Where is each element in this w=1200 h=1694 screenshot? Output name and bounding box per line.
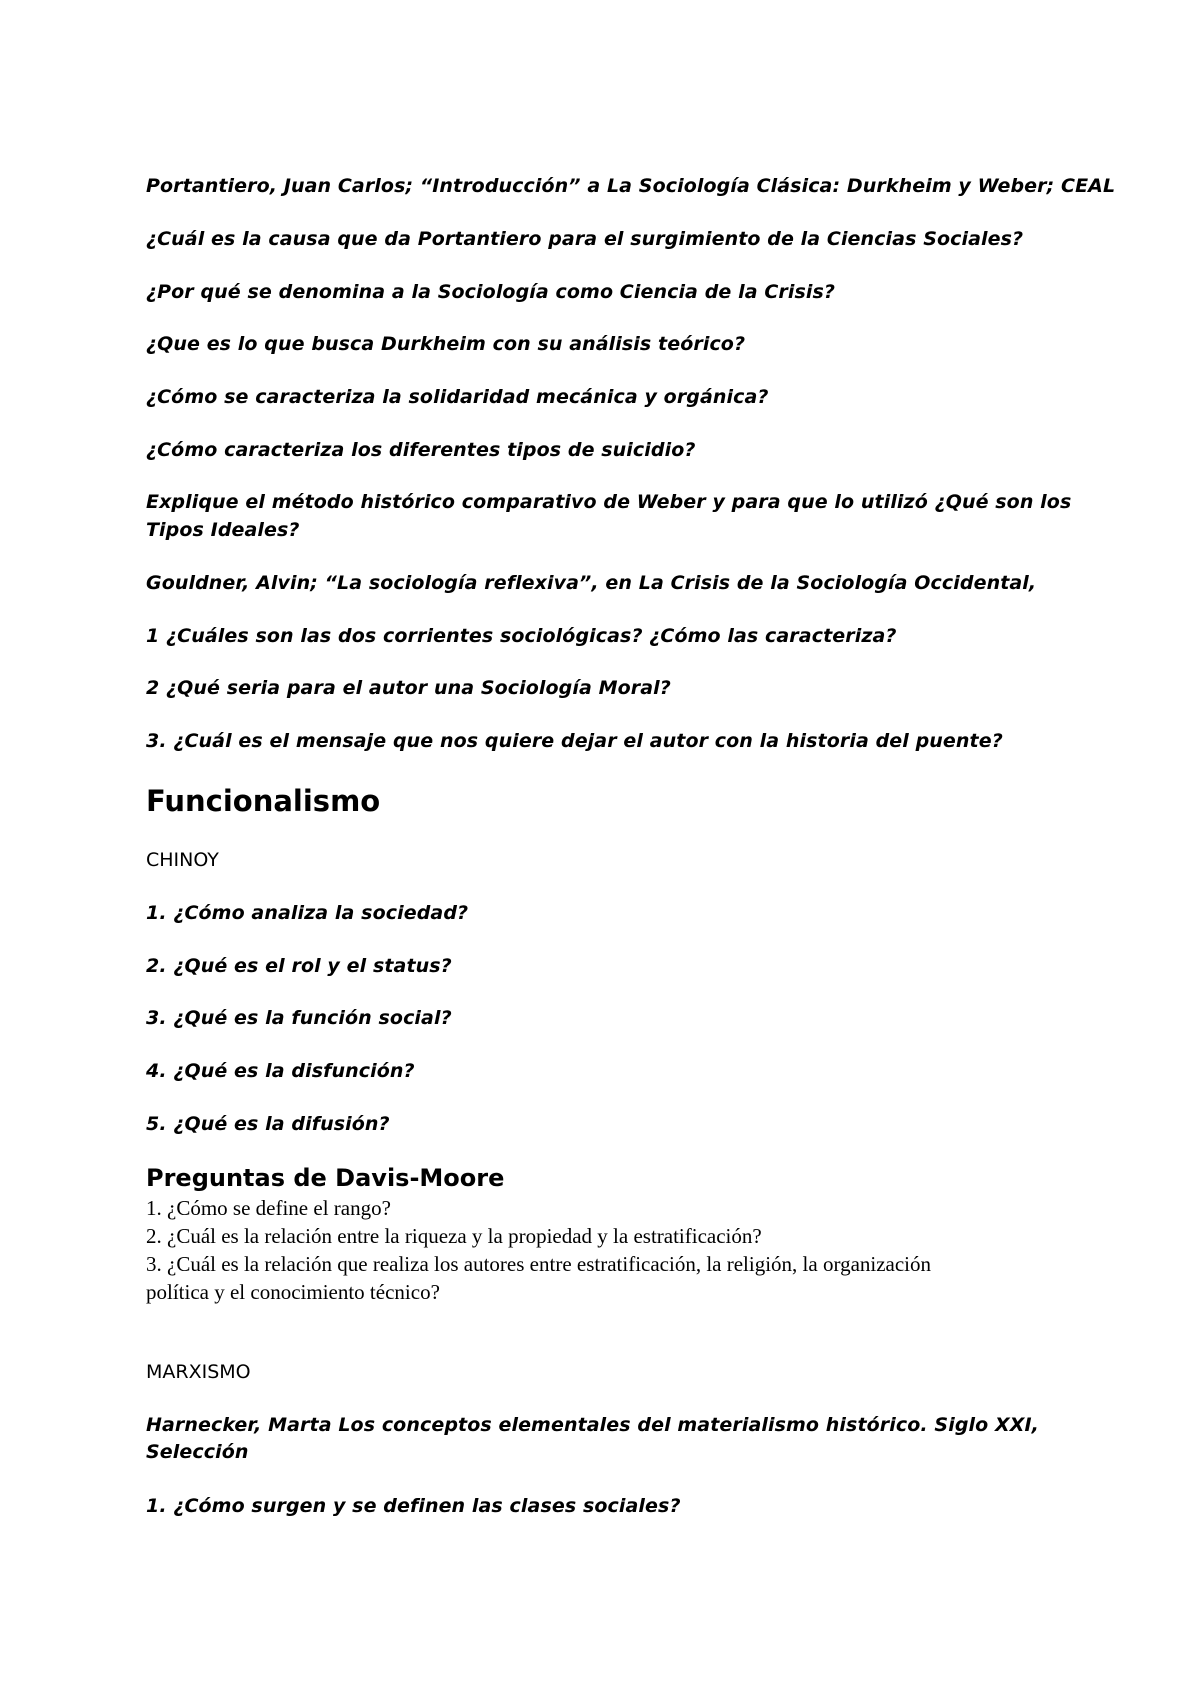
- question-line: Tipos Ideales?: [146, 519, 300, 541]
- list-item: 5. ¿Qué es la difusión?: [146, 1113, 390, 1135]
- reference-harnecker: Harnecker, Marta Los conceptos elementales del materialismo histórico. Siglo XXI,: [146, 1414, 1039, 1436]
- reference-gouldner: Gouldner, Alvin; “La sociología reflexiva”, en La Crisis de la Sociología Occidental,: [146, 572, 1037, 594]
- section-heading-marxismo: MARXISMO: [146, 1361, 251, 1383]
- list-item: 2. ¿Qué es el rol y el status?: [146, 955, 452, 977]
- list-item: 4. ¿Qué es la disfunción?: [146, 1060, 415, 1082]
- question-line: 1 ¿Cuáles son las dos corrientes sociológicas? ¿Cómo las caracteriza?: [146, 625, 897, 647]
- question-line: Explique el método histórico comparativo de Weber y para que lo utilizó ¿Qué son los: [146, 491, 1072, 513]
- list-item: política y el conocimiento técnico?: [146, 1280, 440, 1304]
- list-item: 1. ¿Cómo analiza la sociedad?: [146, 902, 469, 924]
- list-item: 3. ¿Qué es la función social?: [146, 1007, 452, 1029]
- question-line: ¿Cómo se caracteriza la solidaridad mecánica y orgánica?: [146, 386, 769, 408]
- question-line: ¿Cuál es la causa que da Portantiero para el surgimiento de la Ciencias Sociales?: [146, 228, 1024, 250]
- question-line: ¿Que es lo que busca Durkheim con su análisis teórico?: [146, 333, 746, 355]
- section-heading-davis-moore: Preguntas de Davis-Moore: [146, 1164, 505, 1192]
- reference-portantiero: Portantiero, Juan Carlos; “Introducción” a La Sociología Clásica: Durkheim y Weber; CEAL: [146, 175, 1116, 197]
- author-chinoy: CHINOY: [146, 849, 219, 871]
- reference-harnecker: Selección: [146, 1441, 249, 1463]
- list-item: 1. ¿Cómo surgen y se definen las clases sociales?: [146, 1495, 681, 1517]
- list-item: 3. ¿Cuál es la relación que realiza los autores entre estratificación, la religión, la organización: [146, 1252, 932, 1276]
- question-line: 2 ¿Qué seria para el autor una Sociología Moral?: [146, 677, 671, 699]
- question-line: ¿Cómo caracteriza los diferentes tipos de suicidio?: [146, 439, 696, 461]
- list-item: 1. ¿Cómo se define el rango?: [146, 1196, 391, 1220]
- question-line: ¿Por qué se denomina a la Sociología como Ciencia de la Crisis?: [146, 281, 836, 303]
- question-line: 3. ¿Cuál es el mensaje que nos quiere dejar el autor con la historia del puente?: [146, 730, 1003, 752]
- list-item: 2. ¿Cuál es la relación entre la riqueza y la propiedad y la estratificación?: [146, 1224, 762, 1248]
- section-heading-funcionalismo: Funcionalismo: [146, 784, 381, 818]
